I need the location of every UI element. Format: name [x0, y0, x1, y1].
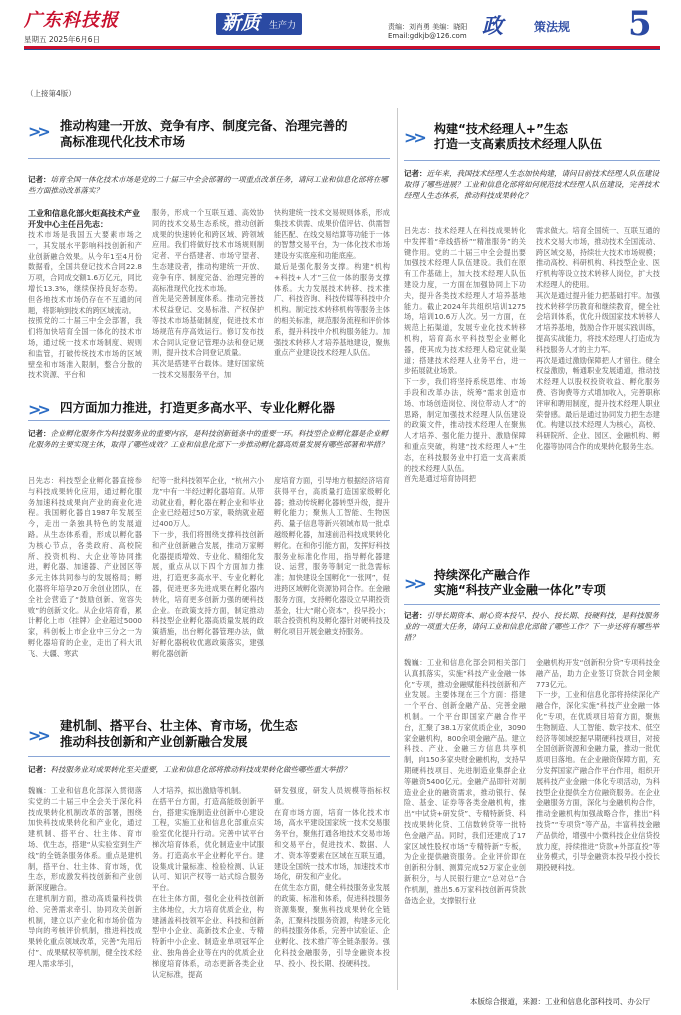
lead-label: 记者：: [28, 765, 51, 774]
lead-label: 记者：: [404, 169, 427, 178]
section3-col2-text: 人才培养，拟出激励等机制。 在搭平台方面，打造高能级创新平台，搭建实施制造业创新中心建设工程，实施工业和信息化部重点实验室优化提升行动。完善中试平台梯次培育体系，优化制造业中试服务。打造高水平企业孵化平台。建设集成计量标准、检验检测、认证认可、知识产权等一站式综合服务平台。 在壮主体方面，强化企业科技创新主体地位，大力培育优质企业，构建涵盖科技领军企业、科技和创新型中小企业、高新技术企业、专精特新中小企业、制造业单项冠军企业、独角兽企业等在内的优质企业梯度培育体系，动态更新各类企业认定标准，提高: [152, 786, 264, 979]
section1-col1: [28, 208, 142, 381]
section4-rule: [404, 160, 660, 161]
lead-text: 培育全国一体化技术市场是党的二十届三中全会部署的一项重点改革任务，请问工业和信息化部将在哪些方面推动改革落实？: [28, 175, 388, 195]
section1-rule: [28, 158, 390, 159]
lead-text: 近年来，我国技术经理人生态加快构建，请问目前技术经理人队伍建设取得了哪些进展？工业和信息化部将如何规范技术经理人队伍建设，完善技术经理人生态体系，推动科技成果转化？: [404, 169, 659, 200]
banner-left-small: 生产力: [268, 21, 296, 31]
chevron-right-icon: >>: [28, 122, 47, 141]
lead-text: 引导长期资本、耐心资本投早、投小、投长期、投硬科技，是科技服务业的一项重大任务，请问工业和信息化部做了哪些工作？下一步还将有哪些举措？: [404, 611, 659, 642]
chevron-right-icon: >>: [404, 574, 423, 593]
section3-col1-text: 魏巍：工业和信息化部深入贯彻落实党的二十届三中全会关于深化科技成果转化机制改革的部署，围绕加快科技成果转化和产业化，通过建机制、搭平台、壮主体、育市场、优生态，搭建“从实验室到生产线”的全链条服务体系。重点是建机制，搭平台、壮主体、育市场，优生态，形成激发科技创新和产业创新深度融合。 在建机制方面，推动高质量科技供给、完善需求牵引、协同攻关创新机制，建立以产业化和市场价值为导向的考核评价机制，推进科技成果转化重点领域改革，完善“先用后付”、成果赋权等机制，健全技术经理人需求举引，: [28, 786, 142, 968]
continued-note: （上接第4版）: [26, 89, 76, 98]
section3-lead: [28, 764, 390, 775]
section2-col1-text: 吕先志：科技型企业孵化器直接参与科技成果转化应用，通过孵化服务加速科技成果向产业的商业化进程。我国孵化器自1987年发展至今，走出一条独具特色的发展道路。从生态体系看，形成以孵化器为核心节点，各类政府、高校院所、投资机构、大企业等协同推进，孵化器、加速器、产业园区等多元主体共同参与的发展格局；孵化器将年培孕20万余创业团队，在全社会营造了“鼓励创新、宽容失败”的创新文化。从企业培育看，累计孵化上市（挂牌）企业超过5000家，科创板上市企业中三分之一为孵化器培育的企业，走出了科大讯飞、大疆、寒武: [28, 476, 142, 658]
banner-left-big: 新质: [222, 12, 261, 34]
section1-col2-text: 服务，形成一个互联互通、高效协同的技术交易生态系统，推动创新成果的快速转化和跨区域、跨领域应用。我们将做好技术市场规则制定者、平台搭建者、市场守望者、生态建设者，推动构建统一开放、竞争有序、制度完备、治理完善的高标准现代化技术市场。 首先是完善制度体系。推动完善技术权益登记、交易标准、产权保护等技术市场基础制度，促进技术市场规范有序高效运行。修订发布技术合同认定登记管理办法和登记规则，提升技术合同登记质量。 其次是搭建平台载体。建好国家统一技术交易服务平台，加: [152, 208, 264, 379]
section5-title-line2: 实施“科技产业金融一体化”专项: [434, 583, 606, 597]
section5-col1-text: 魏巍：工业和信息化部会同相关部门认真抓落实，实施“科技产业金融一体化”专项，推动金融赋能科技创新和产业发展。主要体现在三个方面：搭建一个平台、创新金融产品、完善金融机制。一个平台即国家产融合作平台，汇聚了38.1万家优质企业，3090家金融机构，800余项金融产品。建立科技、产业、金融三方信息共享机制，向150多家央财金融机构，支持早期硬科技项目、先进制造业集群企业等融资5400亿元。金融产品即针对制造业企业的融资需求，推动银行、保险、基金、证券等各类金融机构，推出“中试贷+研发贷”、专精特新贷、科技成果转化贷、工信数转贷等一批特色金融产品。同时，我们还建成了17家区域性股权市场“专精特新”专板，为企业提供融资服务。企业评价即在创新积分制、测算完成52万家企业创新积分，与人民银行建立“总对总”合作机制，推出5.6万家科技创新再贷款备选企业，支撑银行业: [404, 658, 526, 905]
section5-heading: [404, 568, 660, 598]
section1-col1-text: 技术市场是我国五大要素市场之一，其发展水平影响科技创新和产业创新融合效果。从今年1至4月份数据看，全国共登记技术合同22.8万项，合同成交额1.6万亿元，同比增长13.3%，继续保持良好态势。但各地技术市场仍存在不互通的问题，将影响到技术的跨区域流动。 按照党的二十届三中全会部署，我们将加快培育全国一体化的技术市场，通过统一技术市场制度、规则和监管，打破传统技术市场的区域壁垒和市场准入限制，整合分散的技术资源、平台和: [28, 230, 142, 380]
section5-rule: [404, 604, 660, 605]
newspaper-logo: 广东科技报: [24, 10, 119, 31]
section2-col2-text: 纪等一批科技领军企业，“杭州六小龙”中有一半经过孵化器培育。从带动就业看，孵化器在孵企业和毕业企业已经超过50万家，吸纳就业超过400万人。 下一步，我们将围绕支撑科技创新和产业创新融合发展，推动万家孵化器提质增效、专业化、精细化发展，重点从以下四个方面加力推进，打造更多高水平、专业化孵化器，促进更多先进成果在孵化器内转化，培育更多创新力强的硬科技企业。在政策支持方面，制定推动科技型企业孵化器高质量发展的政策措施，出台孵化器管理办法，做好孵化器税收优惠政策落实，建强孵化器创新: [152, 476, 264, 658]
section1-title-line1: 推动构建一开放、竞争有序、制度完备、治理完善的: [60, 118, 348, 133]
section1-sub-heading: 工业和信息化部火炬高技术产业开发中心主任吕先志：: [28, 209, 140, 229]
column-banner-left: [216, 13, 302, 35]
column-divider: [397, 108, 398, 990]
section5-lead: [404, 610, 660, 643]
section1-title-line2: 高标准现代化技术市场: [60, 134, 186, 149]
section2-heading: [28, 400, 388, 419]
banner-right-small: 策法规: [534, 20, 571, 34]
lead-text: 科技服务业对成果转化至关重要，工业和信息化部将推动科技成果转化做些哪些重大举措？: [50, 765, 351, 774]
chevron-right-icon: >>: [28, 400, 47, 419]
section4-col2-text: 需求做大。培育全国统一、互联互通的技术交易大市场，推动技术全国流动、跨区域交易，持续壮大技术市场规模；推动高校、科研机构、科技型企业、医疗机构等设立技术转移人岗位，扩大技术经理人的使用。 其次是通过提升能力把基础打牢。加强技术转移学历教育和继续教育，健全社会培训体系，优化升级国家技术转移人才培养基地，鼓励合作开展实践训练，提高实战能力，将技术经理人打造成为科技服务人才的主力军。 再次是通过激励保障把人才留住。健全权益激励，畅通职业发展通道，推动技术经理人以股权投资收益、孵化服务费、咨询费等方式增加收入，完善职称评审和聘用制度，提升技术经理人职业荣誉感。最后是通过协同发力把生态建优。构建以技术经理人为核心，高校、科研院所、企业、园区、金融机构、孵化器等协同合作的成果转化服务生态。: [536, 226, 660, 451]
section5-col2-text: 金融机构开发“创新积分贷”专项科技金融产品，助力企业签订贷款合同金额773亿元。 下一步，工业和信息化部将持续深化产融合作，深化实施“科技产业金融一体化”专项，在优质项目培育方面，聚焦生物制造、人工智能、数字技术、低空经济等领域挖掘早期硬科技项目，对接全国创新资源和金融力量，推动一批优质项目落地。在企业融资保障方面，充分发挥国家产融合作平台作用，组织开展科技产业金融一体化专项活动，为科技型企业提供全方位融资服务。在企业金融服务方面，深化与金融机构合作，推动金融机构加强战略合作，推出“科技贷”“专项贷”等产品，丰富科技金融产品供给，增强中小微科技企业信贷投放力度，持续推进“贷款+外部直投”等业务模式，引导金融资本投早投小投长期投硬科技。: [536, 658, 660, 873]
section2-col3-text: 度培育方面，引导地方根据经济培育获得平台，高质量打造国家级孵化器；推动传统孵化器转型升级，提升孵化能力；聚焦人工智能、生物医药、量子信息等新兴领域布局一批卓越级孵化器，加速前沿科技成果转化孵化。在和你引能方面，发挥好科技服务业标准化作用，指导孵化器建设、运营，服务等制定一批急需标准；加快建设全国孵化“一张网”，促进跨区域孵化资源协同合作。在金融服务方面，支持孵化器设立早期投资基金，壮大“耐心资本”，投早投小；联合投资机构及孵化器针对硬科技及孵化项目开展金融支持服务。: [274, 476, 390, 637]
section1-col3-text: 快构建统一技术交易规则体系，形成集技术供需、成果价值评估、供需智能匹配、在线交易结算等功能于一体的智慧交易平台，为一体化技术市场建设夯实底座和功能底座。 最后是强化服务支撑。构建“机构+科技+人才”三位一体的服务支撑体系。大力发展技术转移、技术推广、科技咨询、科技传媒等科技中介机构。制定技术转移机构等服务主体的相关标准，规范服务流程和评价体系，提升科技中介机构服务能力。加强技术转移人才培养基地建设，聚焦重点产业建设技术经理人队伍。: [274, 208, 390, 358]
column-banner-right: [482, 10, 624, 36]
section2-lead: [28, 428, 390, 450]
section1-lead: [28, 174, 390, 196]
section3-heading: [28, 718, 388, 750]
editor-info: [388, 23, 467, 41]
issue-date: 星期五 2025年6月6日: [24, 35, 101, 44]
lead-text: 企业孵化服务作为科技服务业的重要内容，是科技创新链条中的重要一环。科技型企业孵化器是企业孵化服务的主要实现主体，取得了哪些成效？工业和信息化部下一步推动孵化器高质量发展有哪些部署和举措？: [28, 429, 388, 449]
section4-col1-text: 吕先志：技术经理人在科技成果转化中发挥着“牵线搭桥”“精准服务”的关键作用。党的二十届三中全会提出要加强技术经理人队伍建设。我们在原有工作基础上，加大技术经理人队伍建设力度，一方面在加强协同上下功夫，提升各类技术经理人才培养基地能力。截止2024年共组织培训1275场，培训10.6万人次。另一方面，在规范上拓渠道，发展专业化技术转移机构，培育高水平科技型企业孵化器，使其成为技术经理人稳定就业渠道；搭建技术经理人业务平台，进一步拓展就业场景。 下一步，我们将坚持系统思维、市场手段和改革办法，统筹“需求创造市场、市场创造岗位、岗位带动人才”的思路，制定加强技术经理人队伍建设的政策文件，推动技术经理人在聚焦人才培养、强化能力提升、激励保障和重点突破，构建“技术经理人+”生态，在科技服务业中打造一支高素质的技术经理人队伍。 首先是通过培育协同把: [404, 226, 526, 484]
section5-title-line1: 持续深化产融合作: [434, 568, 531, 582]
lead-label: 记者：: [28, 429, 51, 438]
page-number: 5: [628, 4, 652, 44]
section2-rule: [28, 420, 390, 421]
section2-title: 四方面加力推进，打造更多高水平、专业化孵化器: [60, 400, 336, 415]
section4-title-line1: 构建“技术经理人+”生态: [434, 122, 568, 136]
editor-names: 责编：刘肖勇 美编：晓阳: [388, 23, 468, 31]
chevron-right-icon: >>: [404, 128, 423, 147]
section4-lead: [404, 168, 660, 201]
section3-rule: [28, 756, 390, 757]
masthead-rule-thin: [24, 49, 660, 50]
banner-right-big: 政: [482, 13, 503, 38]
lead-label: 记者：: [404, 611, 427, 620]
section3-col3-text: 研发强度，研发人员规模等指标权重。 在育市场方面，培育一体化技术市场，高水平建设国家统一技术交易服务平台，聚焦打通各地技术交易市场和交易平台，促进技术、数据、人才、资本等要素在区域在互联互通，建设全国统一技术市场，加速技术市场化，研发和产业化。 在优生态方面，健全科技服务业发展的政策、标准和体系，促进科技服务资源集聚，聚焦科技成果转化全链条，汇聚科技服务资源，构建多元化的科技服务体系，完善中试验证、企业孵化、技术推广等全链条服务。强化科技金融服务，引导金融资本投早、投小、投长期、投硬科技。: [274, 786, 390, 968]
section3-title-line2: 推动科技创新和产业创新融合发展: [60, 734, 248, 749]
section4-title-line2: 打造一支高素质技术经理人队伍: [434, 137, 603, 151]
editor-email: Email:gdkjb@126.com: [388, 32, 467, 40]
lead-label: 记者：: [28, 175, 51, 184]
section1-heading: [28, 118, 388, 150]
page-footer: 本版综合报道，来源：工业和信息化部科技司、办公厅: [470, 997, 650, 1006]
chevron-right-icon: >>: [28, 726, 47, 745]
section3-title-line1: 建机制、搭平台、壮主体、育市场，优生态: [60, 718, 298, 733]
section4-heading: [404, 122, 660, 152]
